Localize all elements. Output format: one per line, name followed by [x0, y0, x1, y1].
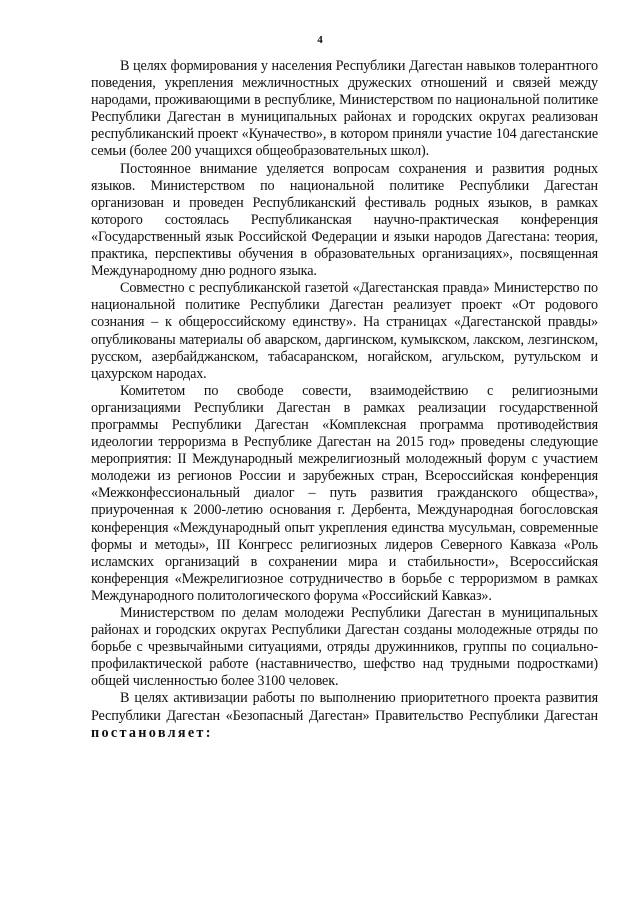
- page-number: 4: [317, 34, 323, 46]
- resolution-keyword: постановляет:: [91, 724, 213, 741]
- resolution-preamble-text: В целях активизации работы по выполнению приоритетного проекта развития Республики Дагестан «Безопасный Дагестан» Правительство Республики Дагестан: [91, 690, 598, 724]
- document-body: [91, 58, 598, 742]
- paragraph-youth-squads: Министерством по делам молодежи Республики Дагестан в муниципальных районах и городских округах Республики Дагестан созданы молодежные отряды по борьбе с чрезвычайными ситуациями, отряды дружинников, группы по социально-профилактической работе (наставничество, шефство над трудными подростками) общей численностью более 3100 человек.: [91, 605, 598, 690]
- paragraph-kunachestvo-project: В целях формирования у населения Республики Дагестан навыков толерантного поведения, укрепления межличностных дружеских отношений и связей между народами, проживающими в республике, Министерством по национальной политике Республики Дагестан в муниципальных районах и городских округах реализован республиканский проект «Куначество», в котором приняли участие 104 дагестанские семьи (более 200 учащихся общеобразовательных школ).: [91, 58, 598, 160]
- paragraph-newspaper-project: Совместно с республиканской газетой «Дагестанская правда» Министерство по национальной политике Республики Дагестан реализует проект «От родового сознания – к общероссийскому единству». На страницах «Дагестанской правды» опубликованы материалы об аварском, даргинском, кумыкском, лакском, лезгинском, русском, азербайджанском, табасаранском, ногайском, агульском, рутульском и цахурском народах.: [91, 280, 598, 382]
- paragraph-religious-events: Комитетом по свободе совести, взаимодействию с религиозными организациями Республики Дагестан в рамках реализации государственной программы Республики Дагестан «Комплексная программа противодействия идеологии терроризма в Республике Дагестан на 2015 год» проведены следующие мероприятия: II Международный межрелигиозный молодежный форум с участием молодежи из регионов России и зарубежных стран, Всероссийская конференция «Межконфессиональный диалог – путь развития гражданского общества», приуроченная к 2000-летию основания г. Дербента, Международная богословская конференция «Международный опыт укрепления единства мусульман, современные формы и методы», III Конгресс религиозных лидеров Северного Кавказа «Роль исламских организаций в сохранении мира и стабильности», Всероссийская конференция «Межрелигиозное сотрудничество в борьбе с терроризмом в рамках Международного политологического форума «Российский Кавказ».: [91, 382, 598, 604]
- paragraph-resolution-preamble: [91, 690, 598, 741]
- paragraph-native-languages: Постоянное внимание уделяется вопросам сохранения и развития родных языков. Министерством по национальной политике Республики Дагестан организован и проведен Республиканский фестиваль родных языков, в рамках которого состоялась Республиканская научно-практическая конференция «Государственный язык Российской Федерации и языки народов Дагестана: теория, практика, перспективы обучения в образовательных организациях», посвященная Международному дню родного языка.: [91, 160, 598, 280]
